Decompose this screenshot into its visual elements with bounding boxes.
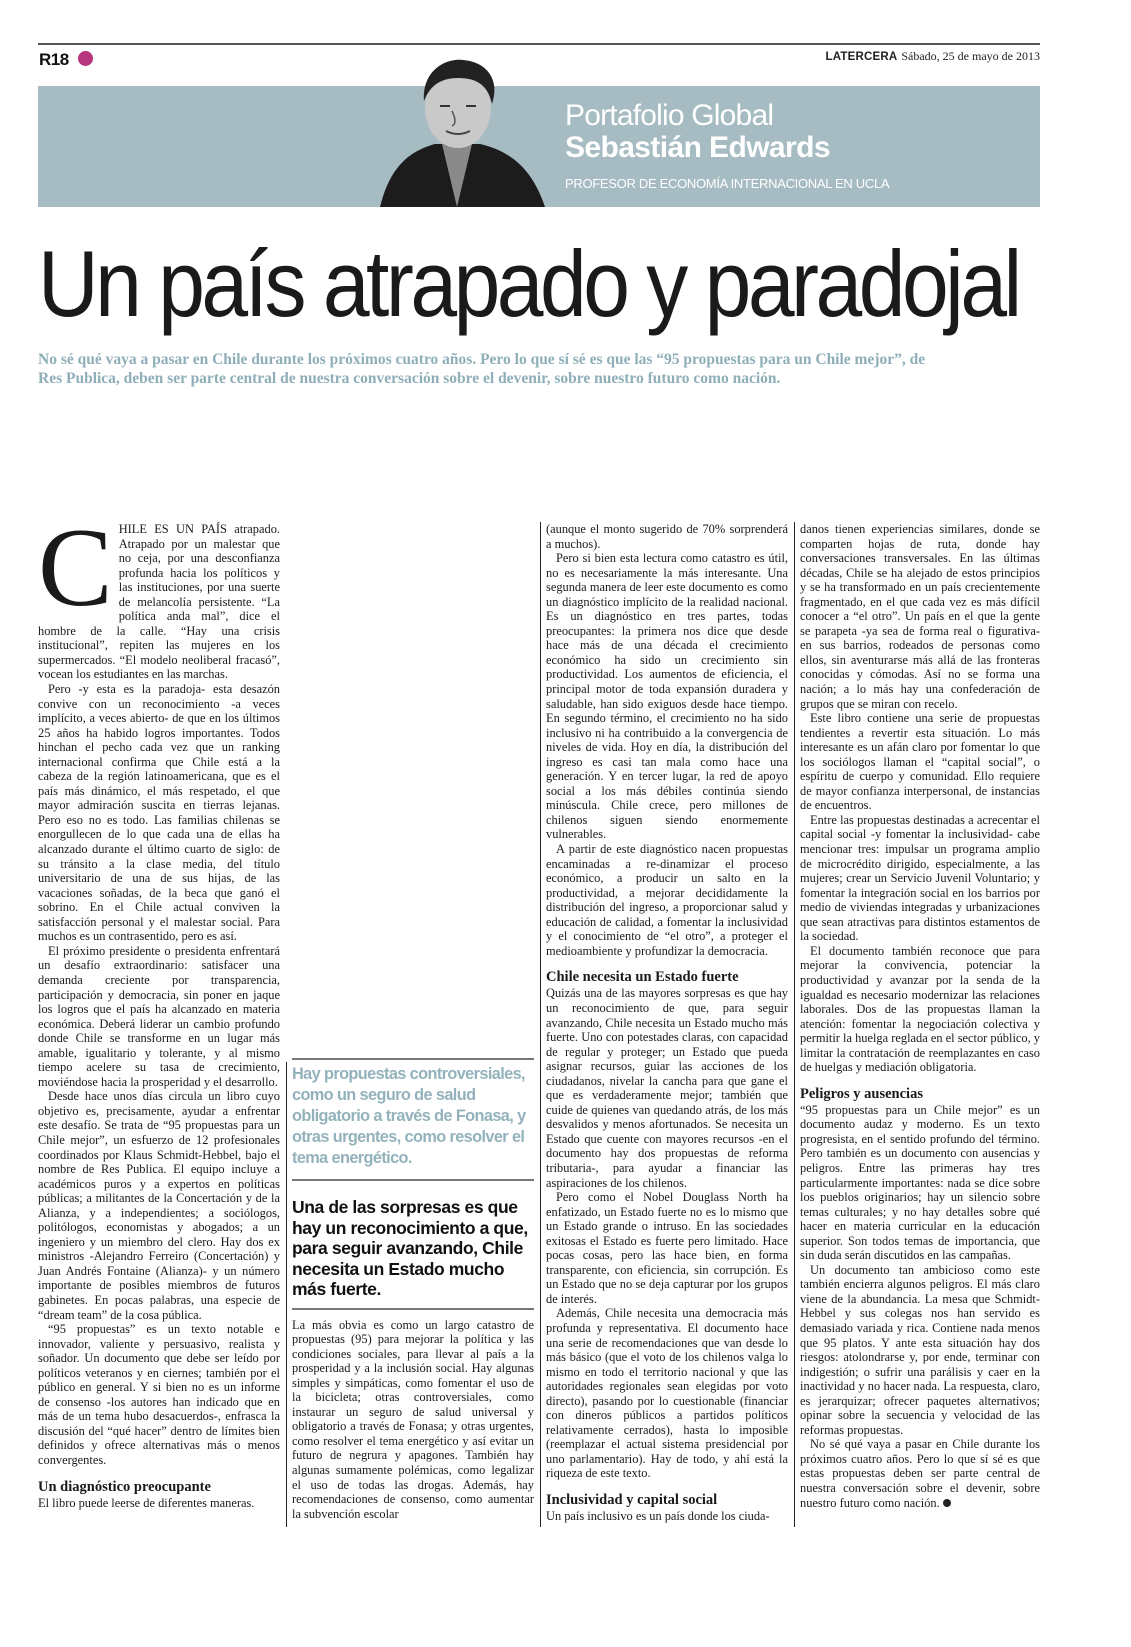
pull-quote-rule xyxy=(292,1179,534,1181)
body-paragraph: Un país inclusivo es un país donde los ciuda- xyxy=(546,1509,770,1523)
end-mark-icon xyxy=(943,1499,951,1507)
subheading: Inclusividad y capital social xyxy=(546,1492,718,1508)
article-column-3 xyxy=(546,522,788,1524)
top-rule xyxy=(38,43,1040,45)
closing-text: No sé qué vaya a pasar en Chile durante los próximos cuatro años. Pero lo que sí sé es que estas propuestas deben ser parte central de nuestra conversación sobre el devenir, sobre nuestro futuro como nación. xyxy=(800,1437,1040,1510)
body-paragraph: Entre las propuestas destinadas a acrecentar el capital social -y fomentar la inclusividad- cabe mencionar tres: impulsar un programa amplio de microcrédito dirigido, especialmente, a las mujeres; crear un Servicio Juvenil Voluntario; y fomentar la integración social en los barrios por medio de viviendas integradas y urbanizaciones que sean atractivas para distintos estamentos de la sociedad. xyxy=(800,812,1040,944)
lead-caps: HILE ES UN PAÍS xyxy=(118,522,227,536)
subheading: Chile necesita un Estado fuerte xyxy=(546,969,739,986)
body-paragraph: “95 propuestas” es un texto notable e innovador, valiente y persuasivo, realista y soñador. Un documento que debe ser leído por políticos veteranos y en ciernes; también por el público en general. Y si bien no es un informe de consenso -los autores han indicado que en más de un tema hubo desacuerdos-, enfrasca la discusión del “qué hacer” dentro de límites bien definidos y ofrece alternativas más o menos convergentes. xyxy=(38,1322,280,1467)
article-column-4 xyxy=(800,522,1040,1510)
body-paragraph: Pero -y esta es la paradoja- esta desazón convive con un reconocimiento -a veces implícito, a veces abierto- de que en los últimos 25 años ha habido logros importantes. Todos hinchan el pecho cada vez que un ranking internacional confirma que Chile está a la cabeza de la región latinoamericana, que es el país más dinámico, el más respetado, el que mayor admiración suscita en tierras lejanas. Pero eso no es todo. Las familias chilenas se enorgullecen de lo que cada una de ellas ha alcanzado durante el último cuarto de siglo: de su tránsito a la clase media, del título universitario de una de sus hijas, de las vacaciones soñadas, de la beca que ganó el sobrino. En el Chile actual conviven la satisfacción personal y el malestar social. Para muchos es un contrasentido, pero es así. xyxy=(38,682,280,944)
pull-quote-rule xyxy=(292,1308,534,1310)
body-paragraph: Además, Chile necesita una democracia más profunda y representativa. El documento hace una serie de recomendaciones que van desde lo más básico (que el voto de los chilenos valga lo mismo en todo el territorio nacional y que las autoridades regionales sean elegidas por voto directo), pasando por lo cuestionable (financiar con dineros públicos a partidos políticos relativamente cerrados), hasta lo imposible (reemplazar el actual sistema presidencial por uno parlamentario). Hay de todo, y ahí está la riqueza de este texto. xyxy=(546,1306,788,1481)
subheading: Un diagnóstico preocupante xyxy=(38,1478,211,1495)
brand-name: LATERCERA xyxy=(825,51,898,63)
subheading: Peligros y ausencias xyxy=(800,1085,923,1102)
body-paragraph: El libro puede leerse de diferentes maneras. xyxy=(38,1495,255,1510)
body-paragraph: Este libro contiene una serie de propuestas tendientes a revertir esta situación. Lo más interesante es un afán claro por fomentar lo que los sociólogos llaman el “capital social”, o espíritu de cuerpo y comunidad. Ello requiere de mayor confianza interpersonal, de instancias de encuentros. xyxy=(800,711,1040,813)
masthead xyxy=(825,49,1040,64)
lead-paragraph xyxy=(38,506,280,682)
page-number: R18 xyxy=(39,50,69,69)
body-paragraph: (aunque el monto sugerido de 70% sorprenderá a muchos). xyxy=(546,522,788,551)
headline: Un país atrapado y paradojal xyxy=(38,230,1019,337)
pull-quote: Hay propuestas controversiales, como un seguro de salud obligatorio a través de Fonasa, y otras urgentes, como resolver el tema energético. xyxy=(292,1065,526,1167)
issue-date: Sábado, 25 de mayo de 2013 xyxy=(901,49,1040,63)
column-title-block xyxy=(565,100,889,191)
closing-paragraph xyxy=(800,1437,1040,1510)
body-paragraph: Pero si bien esta lectura como catastro es útil, no es necesariamente la más interesante. Una segunda manera de leer este documento es como un diagnóstico implícito de la realidad nacional. Es un diagnóstico en tres partes, todas preocupantes: la primera nos dice que desde hace más de una década el crecimiento económico ha sido un crecimiento sin productividad. Los aumentos de eficiencia, el principal motor de toda expansión duradera y saludable, han sido exiguos desde hace tiempo. En segundo término, el crecimiento no ha sido inclusivo ni ha contribuido a la convergencia de niveles de vida. Hoy en día, la distribución del ingreso es casi tan mala como hace una generación. Y en tercer lugar, la red de apoyo social a los más débiles continúa siendo minúscula. Chile crece, pero millones de chilenos siguen siendo enormemente vulnerables. xyxy=(546,551,788,842)
body-paragraph: A partir de este diagnóstico nacen propuestas encaminadas a re-dinamizar el proceso económico, a producir un salto en la productividad, a mejorar decididamente la distribución del ingreso, a proporcionar salud y educación de calidad, a fomentar la inclusividad y el conocimiento de “el otro”, a proteger el medioambiente y profundizar la democracia. xyxy=(546,842,788,958)
deck: No sé qué vaya a pasar en Chile durante los próximos cuatro años. Pero lo que sí sé es que las “95 propuestas para un Chile mejor”, de Res Publica, deben ser parte central de nuestra conversación sobre el devenir, sobre nuestro futuro como nación. xyxy=(38,351,926,387)
body-paragraph: Un documento tan ambicioso como este también encierra algunos peligros. El más claro viene de la abundancia. La mesa que Schmidt-Hebbel y sus colegas nos han servido es demasiado variada y rica. Contiene nada menos que 95 platos. Y ante esta situación hay dos riesgos: atolondrarse y, por ende, terminar con indigestión; o sufrir una parálisis y caer en la inactividad y no hacer nada. La respuesta, claro, es jerarquizar; ofrecer paquetes alternativos; opinar sobre la secuencia y velocidad de las reformas propuestas. xyxy=(800,1262,1040,1437)
article-column-2 xyxy=(292,1058,534,1521)
column-rule xyxy=(540,522,541,1527)
lead-text: atrapado. Atrapado por un malestar que no ceja, por una desconfianza profunda hacia los políticos y las instituciones, por una suerte de melancolía persistente. “La política anda mal”, dice el hombre de la calle. “Hay una crisis institucional”, repiten las mujeres en los supermercados. “El modelo neoliberal fracasó”, vocean los estudiantes en las marchas. xyxy=(38,522,280,682)
author-name: Sebastián Edwards xyxy=(565,131,830,164)
body-paragraph: El próximo presidente o presidenta enfrentará un desafío extraordinario: satisfacer una demanda creciente por transparencia, participación y democracia, sin poner en jaque los logros que el país ha alcanzado en materia económica. Deberá liderar un cambio profundo donde Chile se transforme en un lugar más amable, igualitario y tolerante, y al mismo tiempo acelere su tasa de crecimiento, moviéndose hacia la prosperidad y el desarrollo. xyxy=(38,943,280,1089)
drop-cap: C xyxy=(38,506,113,630)
body-paragraph: El documento también reconoce que para mejorar la convivencia, potenciar la productividad y avanzar por la senda de la igualdad es necesario modernizar las relaciones laborales. Dos de las propuestas llaman la atención: fomentar la negociación colectiva y permitir la huelga reglada en el sector público, y limitar la contratación de reemplazantes en caso de huelgas y mediación obligatoria. xyxy=(800,943,1040,1075)
column-rule xyxy=(794,522,795,1527)
body-paragraph: danos tienen experiencias similares, donde se comparten hojas de ruta, donde hay conversaciones transversales. En las últimas décadas, Chile se ha alejado de estos principios y se ha transformado en un país crecientemente fragmentado, en el que cada vez es más difícil conocer a “el otro”. Un país en el que la gente se parapeta -ya sea de forma real o figurativa- en sus barrios, rodeados de personas como ellos, sin aventurarse más allá de las fronteras conocidas y cómodas. Así no se forma una nación; a lo más hay una confederación de grupos que se miran con recelo. xyxy=(800,522,1040,711)
highlight-quote: Una de las sorpresas es que hay un reconocimiento a que, para seguir avanzando, Chile necesita un Estado mucho más fuerte. xyxy=(292,1197,528,1299)
section-dot-icon xyxy=(78,51,93,66)
column-rule xyxy=(286,1062,287,1527)
article-column-1 xyxy=(38,506,280,1510)
section-title: Portafolio Global xyxy=(565,99,774,132)
body-paragraph: “95 propuestas para un Chile mejor” es un documento audaz y moderno. Es un texto progresista, en el sentido profundo del término. Pero también es un documento con ausencias y peligros. Entre las primeras hay tres particularmente importantes: nada se dice sobre los pueblos originarios; hay un silencio sobre temas culturales; y no hay detalles sobre qué hacer en materia curricular en la educación superior. Son todos temas de importancia, que sin duda serán discutidos en las campañas. xyxy=(800,1102,1040,1263)
body-paragraph: Desde hace unos días circula un libro cuyo objetivo es, precisamente, ayudar a enfrentar este desafío. Se trata de “95 propuestas para un Chile mejor”, un esfuerzo de 12 profesionales coordinados por Klaus Schmidt-Hebbel, bajo el nombre de Res Publica. El equipo incluye a académicos puros y a expertos en políticas públicas; a militantes de la Concertación y de la Alianza, y a independientes; a sociólogos, politólogos, economistas y abogados; a un ingeniero y un miembro del clero. Hay dos ex ministros -Alejandro Ferreiro (Concertación) y Juan Andrés Fontaine (Alianza)- y un número importante de posibles miembros de futuros gabinetes. En pocas palabras, una especie de “dream team” de la cosa pública. xyxy=(38,1089,280,1322)
pull-quote-rule xyxy=(292,1058,534,1060)
author-title: PROFESOR DE ECONOMÍA INTERNACIONAL EN UCLA xyxy=(565,176,890,191)
body-paragraph: Pero como el Nobel Douglass North ha enfatizado, un Estado fuerte no es lo mismo que un Estado grande o intruso. En las sociedades exitosas el Estado es fuerte pero limitado. Hace pocas cosas, pero las hace bien, en forma transparente, con eficiencia, sin corrupción. Es un Estado que no se deja capturar por los grupos de interés. xyxy=(546,1190,788,1306)
body-paragraph: Quizás una de las mayores sorpresas es que hay un reconocimiento de que, para seguir avanzando, Chile necesita un Estado mucho más fuerte. Uno con potestades claras, con capacidad de regular y proteger; un Estado que pueda asignar recursos, guiar las acciones de los ciudadanos, nivelar la cancha para que gane el que es verdaderamente mejor; también que cuide de quienes van quedando atrás, de los más desvalidos y menos afortunados. Se necesita un Estado que cuente con mayores recursos -en el documento hay dos propuestas de reforma tributaria-, para ayudar a financiar las aspiraciones de los chilenos. xyxy=(546,986,788,1190)
body-paragraph: La más obvia es como un largo catastro de propuestas (95) para mejorar la política y las condiciones sociales, para llevar al país a la prosperidad y a la inclusión social. Hay algunas simples y simpáticas, como fomentar el uso de la bicicleta; otras controversiales, como instaurar un seguro de salud universal y obligatorio a través de Fonasa; y otras urgentes, como resolver el tema energético y así evitar un futuro de negrura y apagones. También hay algunas sumamente polémicas, como legalizar el uso de todas las drogas. Además, hay recomendaciones de consenso, como aumentar la subvención escolar xyxy=(292,1317,534,1521)
author-portrait-icon xyxy=(360,56,555,207)
